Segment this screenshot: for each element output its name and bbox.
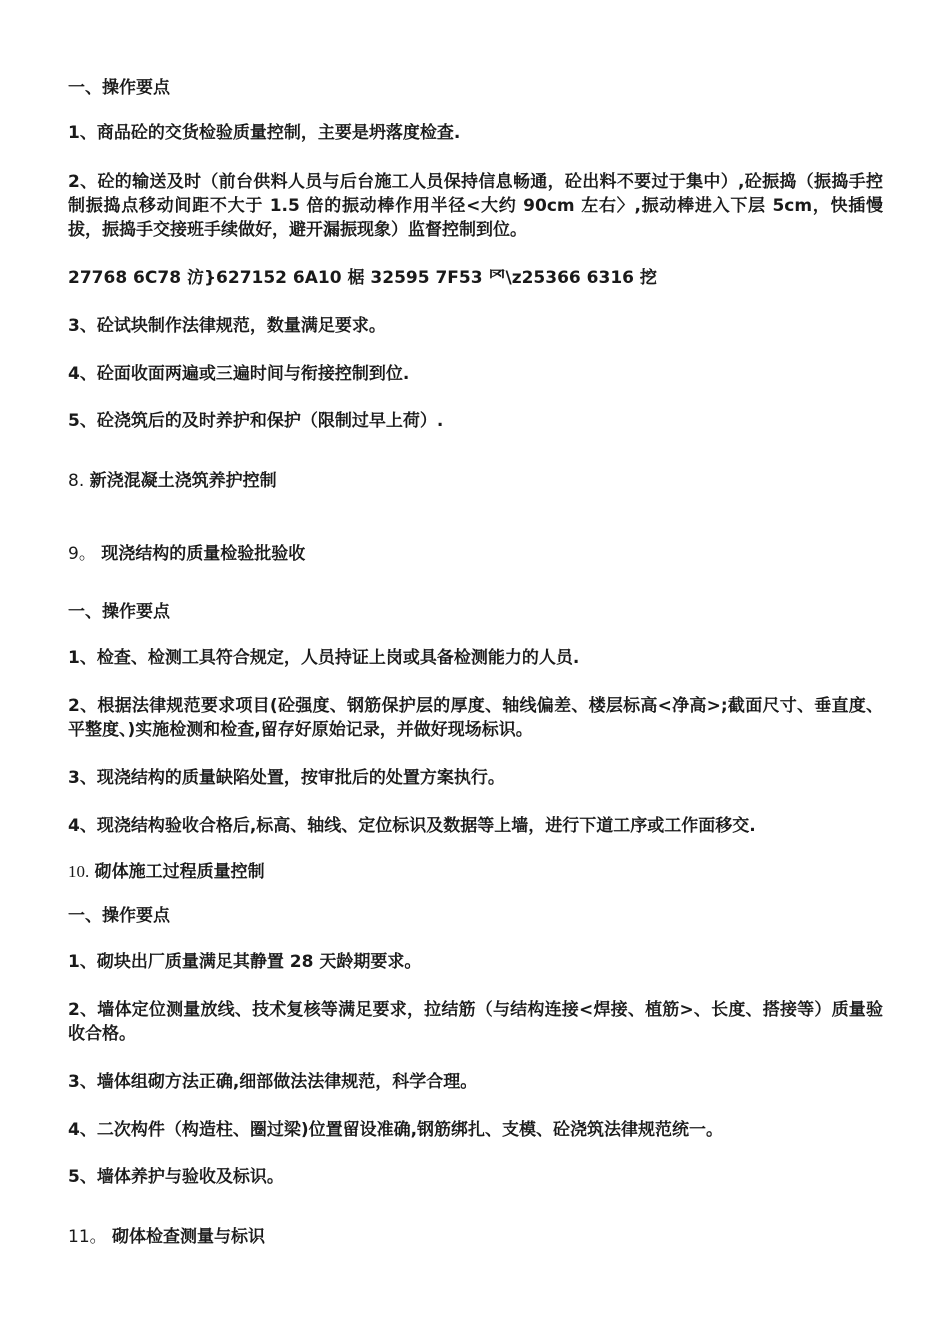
- section-number: 8.: [68, 471, 85, 491]
- paragraph-item: 3、现浇结构的质量缺陷处置，按审批后的处置方案执行。: [68, 768, 505, 788]
- operation-points-heading: 一、操作要点: [68, 78, 170, 98]
- section-title: 现浇结构的质量检验批验收: [101, 544, 306, 564]
- paragraph-item: 5、墙体养护与验收及标识。: [68, 1167, 284, 1187]
- section-heading: [68, 1225, 883, 1249]
- section-heading: [68, 860, 883, 884]
- paragraph-item: 2、墙体定位测量放线、技术复核等满足要求，拉结筋（与结构连接<焊接、植筋>、长度、搭接等）质量验收合格。: [68, 1000, 883, 1044]
- section-number: 11。: [68, 1227, 107, 1247]
- garbled-text-line: 27768 6C78 汸}627152 6A10 椐 32595 7F53 罓\z25366 6316 挖: [68, 268, 657, 288]
- paragraph-item: 4、砼面收面两遍或三遍时间与衔接控制到位.: [68, 364, 410, 384]
- section-title: 砌体施工过程质量控制: [94, 862, 265, 882]
- section-number: 9。: [68, 544, 96, 564]
- paragraph-item: 1、砌块出厂质量满足其静置 28 天龄期要求。: [68, 952, 422, 972]
- paragraph-item: 2、砼的输送及时（前台供料人员与后台施工人员保持信息畅通，砼出料不要过于集中）,砼振捣（振捣手控制振捣点移动间距不大于 1.5 倍的振动棒作用半径<大约 90cm 左右〉,振动棒进入下层 5cm，快插慢拔，振捣手交接班手续做好，避开漏振现象）监督控制到位。: [68, 172, 883, 240]
- section-number: 10.: [68, 862, 90, 881]
- paragraph-item: 3、墙体组砌方法正确,细部做法法律规范，科学合理。: [68, 1072, 478, 1092]
- section-title: 新浇混凝土浇筑养护控制: [89, 471, 277, 491]
- section-title: 砌体检查测量与标识: [112, 1227, 266, 1247]
- paragraph-item: 1、商品砼的交货检验质量控制，主要是坍落度检查.: [68, 123, 461, 143]
- paragraph-item: 1、检查、检测工具符合规定，人员持证上岗或具备检测能力的人员.: [68, 648, 580, 668]
- paragraph-item: 4、现浇结构验收合格后,标高、轴线、定位标识及数据等上墙，进行下道工序或工作面移交.: [68, 816, 756, 836]
- paragraph-item: 3、砼试块制作法律规范，数量满足要求。: [68, 316, 386, 336]
- paragraph-item: 2、根据法律规范要求项目(砼强度、钢筋保护层的厚度、轴线偏差、楼层标高<净高>;截面尺寸、垂直度、平整度、)实施检测和检查,留存好原始记录，并做好现场标识。: [68, 696, 883, 740]
- operation-points-heading: 一、操作要点: [68, 906, 170, 926]
- section-heading: [68, 542, 883, 566]
- paragraph-item: 5、砼浇筑后的及时养护和保护（限制过早上荷）.: [68, 411, 444, 431]
- operation-points-heading: 一、操作要点: [68, 602, 170, 622]
- paragraph-item: 4、二次构件（构造柱、圈过梁)位置留设准确,钢筋绑扎、支模、砼浇筑法律规范统一。: [68, 1120, 724, 1140]
- section-heading: [68, 469, 883, 493]
